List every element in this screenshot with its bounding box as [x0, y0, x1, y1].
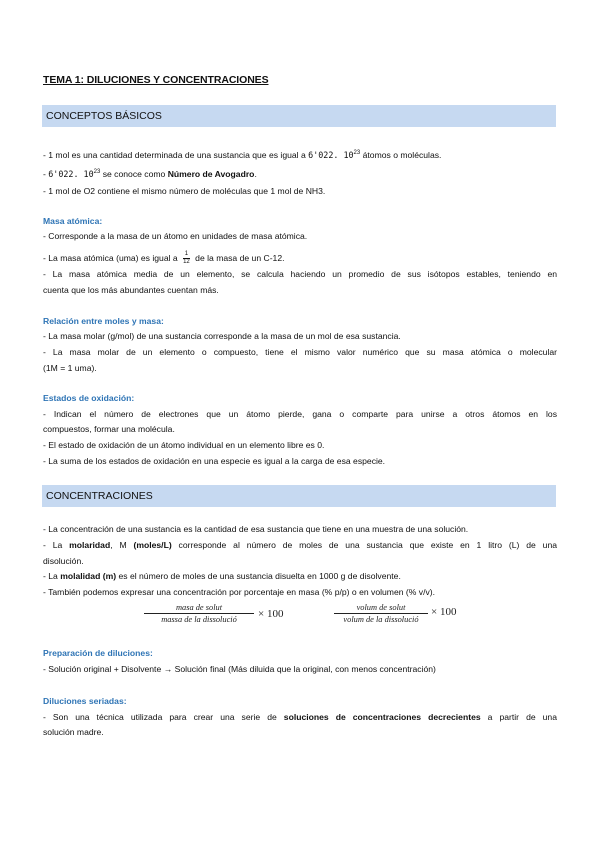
formula-denominator: volum de la dissolució [343, 615, 419, 624]
text-fragment: - La [43, 540, 70, 550]
conc-line-2 [43, 540, 557, 551]
formula-denominator: massa de la dissolució [161, 615, 237, 624]
text-fragment: corresponde al número de moles de una sustancia que existe en 1 litro (L) de una [171, 540, 557, 550]
heading-masa-atomica: Masa atómica: [43, 216, 103, 226]
conc-line-1: - La concentración de una sustancia es la cantidad de esa sustancia que tiene en una muestra de una solución. [43, 524, 469, 534]
exponent: 23 [93, 169, 101, 175]
masa-atomica-line-2 [43, 251, 557, 266]
section-header-concentraciones [42, 485, 556, 507]
bold-term: (m) [102, 571, 117, 581]
number-fragment: 6'022. 10 [308, 150, 354, 160]
text-fragment: de la masa de un C-12. [192, 252, 285, 263]
text-fragment: átomos o moléculas. [360, 150, 442, 160]
text-fragment: - Son una técnica utilizada para crear una serie de [43, 712, 284, 722]
bold-term: molalidad [60, 571, 101, 581]
seriadas-line-2: solución madre. [43, 727, 104, 737]
text-fragment: - 1 mol es una cantidad determinada de una sustancia que es igual a [43, 150, 309, 160]
bold-term: soluciones de concentraciones decrecientes [283, 712, 481, 722]
text-fragment: - [43, 169, 49, 179]
text-fragment: es el número de moles de una sustancia disuelta en 1000 g de disolvente. [116, 571, 401, 581]
estados-line-1a: - Indican el número de electrones que un átomo pierde, gana o comparte para unirse a otros átomos en los [43, 409, 557, 419]
intro-line-2 [43, 169, 557, 180]
preparacion-line-1: - Solución original + Disolvente → Solución final (Más diluida que la original, con menos concentración) [43, 664, 436, 674]
section-header-label: CONCEPTOS BÁSICOS [46, 110, 162, 122]
conc-line-3 [43, 571, 557, 582]
formula-multiplier: × 100 [431, 606, 457, 618]
masa-atomica-line-3b: cuenta que los más abundantes cuentan más. [43, 285, 219, 295]
formula-volume-percent [334, 602, 428, 625]
fraction [183, 251, 190, 266]
conc-line-2b: disolución. [43, 556, 84, 566]
text-fragment: . [254, 169, 257, 179]
seriadas-line-1 [43, 712, 557, 723]
heading-estados-oxidacion: Estados de oxidación: [43, 393, 135, 403]
formula-mass-percent [144, 602, 254, 625]
fraction-numerator: 1 [184, 251, 189, 257]
heading-relacion-moles-masa: Relación entre moles y masa: [43, 316, 164, 326]
intro-line-1 [43, 150, 557, 161]
section-header-label: CONCENTRACIONES [46, 490, 153, 502]
formula-numerator: volum de solut [334, 602, 428, 614]
intro-line-3: - 1 mol de O2 contiene el mismo número de moléculas que 1 mol de NH3. [43, 186, 326, 196]
estados-line-2: - El estado de oxidación de un átomo individual en un elemento libre es 0. [43, 440, 325, 450]
relacion-line-1: - La masa molar (g/mol) de una sustancia corresponde a la masa de un mol de esa sustancia. [43, 331, 401, 341]
estados-line-3: - La suma de los estados de oxidación en una especie es igual a la carga de esa especie. [43, 456, 386, 466]
text-fragment: - La [43, 571, 61, 581]
text-fragment: a partir de una [480, 712, 557, 722]
masa-atomica-line-1: - Corresponde a la masa de un átomo en unidades de masa atómica. [43, 231, 308, 241]
number-fragment: 6'022. 10 [48, 169, 94, 179]
bold-term: Número de Avogadro [167, 169, 255, 179]
estados-line-1b: compuestos, formar una molécula. [43, 424, 175, 434]
document-title: TEMA 1: DILUCIONES Y CONCENTRACIONES [43, 74, 269, 86]
text-fragment: se conoce como [100, 169, 168, 179]
fraction-denominator: 12 [183, 259, 190, 265]
text-fragment: , M [110, 540, 134, 550]
bold-term: molaridad [69, 540, 111, 550]
exponent: 23 [353, 150, 361, 156]
conc-line-4: - También podemos expresar una concentración por porcentaje en masa (% p/p) o en volumen (% v/v). [43, 587, 436, 597]
formula-multiplier: × 100 [258, 608, 284, 620]
heading-diluciones-seriadas: Diluciones seriadas: [43, 696, 127, 706]
relacion-line-2a: - La masa molar de un elemento o compuesto, tiene el mismo valor numérico que su masa atómica o molecular [43, 347, 557, 357]
section-header-conceptos [42, 105, 556, 127]
relacion-line-2b: (1M = 1 uma). [43, 363, 97, 373]
heading-preparacion-diluciones: Preparación de diluciones: [43, 648, 153, 658]
masa-atomica-line-3a: - La masa atómica media de un elemento, se calcula haciendo un promedio de sus isótopos estables, teniendo en [43, 269, 557, 279]
text-fragment: - La masa atómica (uma) es igual a [43, 252, 181, 263]
formula-numerator: masa de solut [144, 602, 254, 614]
bold-term: (moles/L) [133, 540, 172, 550]
